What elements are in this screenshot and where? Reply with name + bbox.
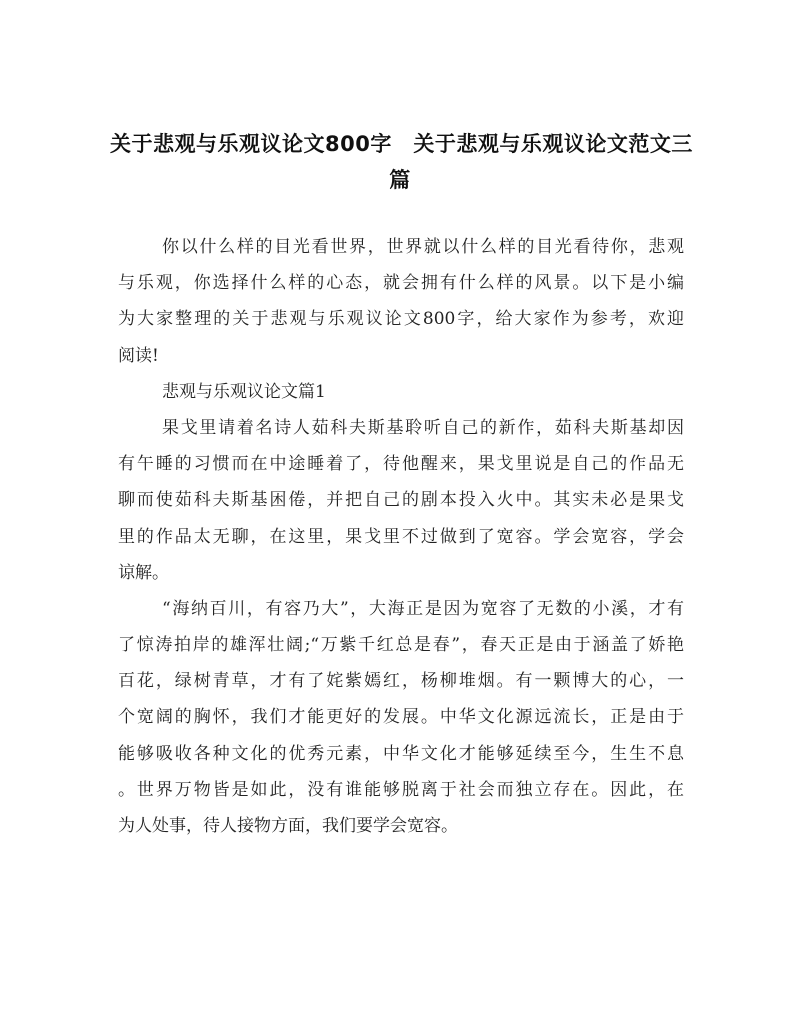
text-line: 能够吸收各种文化的优秀元素，中华文化才能够延续至今，生生不息	[118, 743, 684, 764]
text-line: 聊而使茹科夫斯基困倦，并把自己的剧本投入火中。其实未必是果戈	[118, 490, 684, 511]
text-line: 你以什么样的目光看世界，世界就以什么样的目光看待你，悲观	[162, 237, 684, 257]
text-line: 为大家整理的关于悲观与乐观议论文800字，给大家作为参考，欢迎	[118, 309, 684, 330]
intro-paragraph	[118, 229, 684, 374]
text-line: 果戈里请着名诗人茹科夫斯基聆听自己的新作，茹科夫斯基却因	[162, 417, 684, 438]
document-body	[118, 229, 684, 844]
text-line: 个宽阔的胸怀，我们才能更好的发展。中华文化源远流长，正是由于	[118, 707, 684, 728]
title-line: 篇	[389, 168, 411, 193]
text-line: 百花，绿树青草，才有了姹紫嫣红，杨柳堆烟。有一颗博大的心，一	[118, 671, 684, 692]
section-heading-block	[118, 374, 684, 410]
text-line: 为人处事，待人接物方面，我们要学会宽容。	[118, 816, 458, 836]
title-line: 关于悲观与乐观议论文800字 关于悲观与乐观议论文范文三	[110, 132, 693, 156]
text-line: 了惊涛拍岸的雄浑壮阔;“万紫千红总是春”，春天正是由于涵盖了娇艳	[118, 635, 684, 656]
body-paragraph-2	[118, 591, 684, 844]
text-line: 里的作品太无聊，在这里，果戈里不过做到了宽容。学会宽容，学会	[118, 526, 684, 547]
body-paragraph-1	[118, 410, 684, 591]
text-line: 有午睡的习惯而在中途睡着了，待他醒来，果戈里说是自己的作品无	[118, 454, 684, 475]
text-line: 谅解。	[118, 562, 169, 583]
text-line: 阅读!	[118, 345, 159, 366]
document-title	[110, 128, 693, 200]
text-line: 与乐观，你选择什么样的心态，就会拥有什么样的风景。以下是小编	[118, 273, 684, 294]
section-heading: 悲观与乐观议论文篇1	[162, 381, 326, 402]
text-line: “海纳百川，有容乃大”，大海正是因为宽容了无数的小溪，才有	[162, 598, 684, 619]
text-line: 。世界万物皆是如此，没有谁能够脱离于社会而独立存在。因此，在	[118, 779, 684, 800]
